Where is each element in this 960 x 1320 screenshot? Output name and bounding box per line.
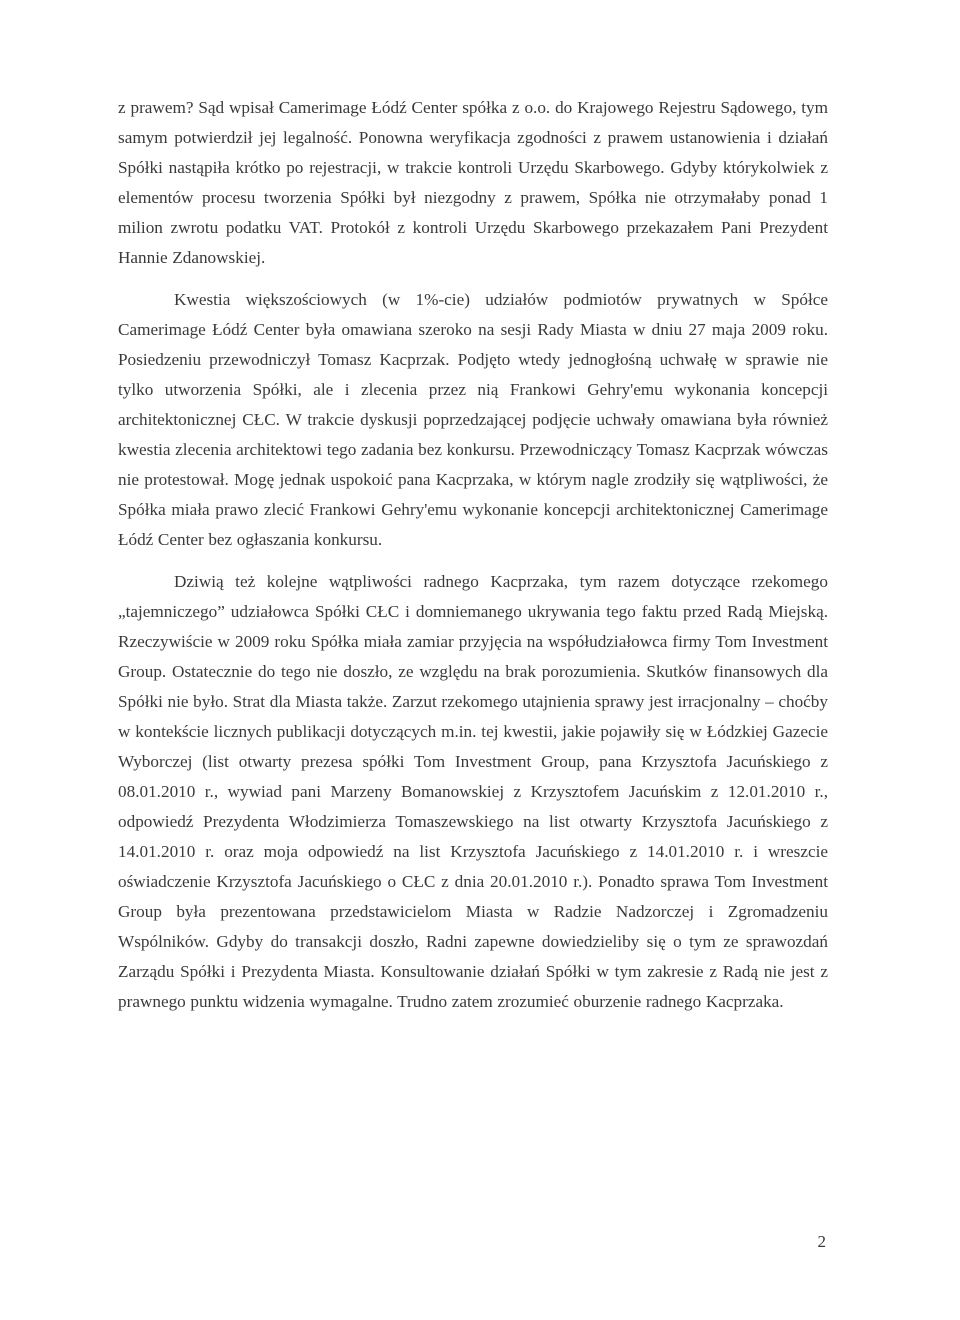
paragraph-3: Dziwią też kolejne wątpliwości radnego Kacprzaka, tym razem dotyczące rzekomego „tajemniczego” udziałowca Spółki CŁC i domniemanego ukrywania tego faktu przed Radą Miejską. Rzeczywiście w 2009 roku Spółka miała zamiar przyjęcia na współudziałowca firmy Tom Investment Group. Ostatecznie do tego nie doszło, ze względu na brak porozumienia. Skutków finansowych dla Spółki nie było. Strat dla Miasta także. Zarzut rzekomego utajnienia sprawy jest irracjonalny – choćby w kontekście licznych publikacji dotyczących m.in. tej kwestii, jakie pojawiły się w Łódzkiej Gazecie Wyborczej (list otwarty prezesa spółki Tom Investment Group, pana Krzysztofa Jacuńskiego z 08.01.2010 r., wywiad pani Marzeny Bomanowskiej z Krzysztofem Jacuńskim z 12.01.2010 r., odpowiedź Prezydenta Włodzimierza Tomaszewskiego na list otwarty Krzysztofa Jacuńskiego z 14.01.2010 r. oraz moja odpowiedź na list Krzysztofa Jacuńskiego z 14.01.2010 r. i wreszcie oświadczenie Krzysztofa Jacuńskiego o CŁC z dnia 20.01.2010 r.). Ponadto sprawa Tom Investment Group była prezentowana przedstawicielom Miasta w Radzie Nadzorczej i Zgromadzeniu Wspólników. Gdyby do transakcji doszło, Radni zapewne dowiedzieliby się o tym ze sprawozdań Zarządu Spółki i Prezydenta Miasta. Konsultowanie działań Spółki w tym zakresie z Radą nie jest z prawnego punktu widzenia wymagalne. Trudno zatem zrozumieć oburzenie radnego Kacprzaka. bbox=[118, 572, 828, 1011]
page-number: 2 bbox=[817, 1232, 826, 1251]
paragraph-2: Kwestia większościowych (w 1%-cie) udziałów podmiotów prywatnych w Spółce Camerimage Łódź Center była omawiana szeroko na sesji Rady Miasta w dniu 27 maja 2009 roku. Posiedzeniu przewodniczył Tomasz Kacprzak. Podjęto wtedy jednogłośną uchwałę w sprawie nie tylko utworzenia Spółki, ale i zlecenia przez nią Frankowi Gehry'emu wykonania koncepcji architektonicznej CŁC. W trakcie dyskusji poprzedzającej podjęcie uchwały omawiana była również kwestia zlecenia architektowi tego zadania bez konkursu. Przewodniczący Tomasz Kacprzak wówczas nie protestował. Mogę jednak uspokoić pana Kacprzaka, w którym nagle zrodziły się wątpliwości, że Spółka miała prawo zlecić Frankowi Gehry'emu wykonanie koncepcji architektonicznej Camerimage Łódź Center bez ogłaszania konkursu. bbox=[118, 290, 828, 549]
body-text bbox=[118, 93, 828, 1029]
paragraph-1: z prawem? Sąd wpisał Camerimage Łódź Center spółka z o.o. do Krajowego Rejestru Sądowego, tym samym potwierdził jej legalność. Ponowna weryfikacja zgodności z prawem ustanowienia i działań Spółki nastąpiła krótko po rejestracji, w trakcie kontroli Urzędu Skarbowego. Gdyby którykolwiek z elementów procesu tworzenia Spółki był niezgodny z prawem, Spółka nie otrzymałaby ponad 1 milion zwrotu podatku VAT. Protokół z kontroli Urzędu Skarbowego przekazałem Pani Prezydent Hannie Zdanowskiej. bbox=[118, 98, 828, 267]
